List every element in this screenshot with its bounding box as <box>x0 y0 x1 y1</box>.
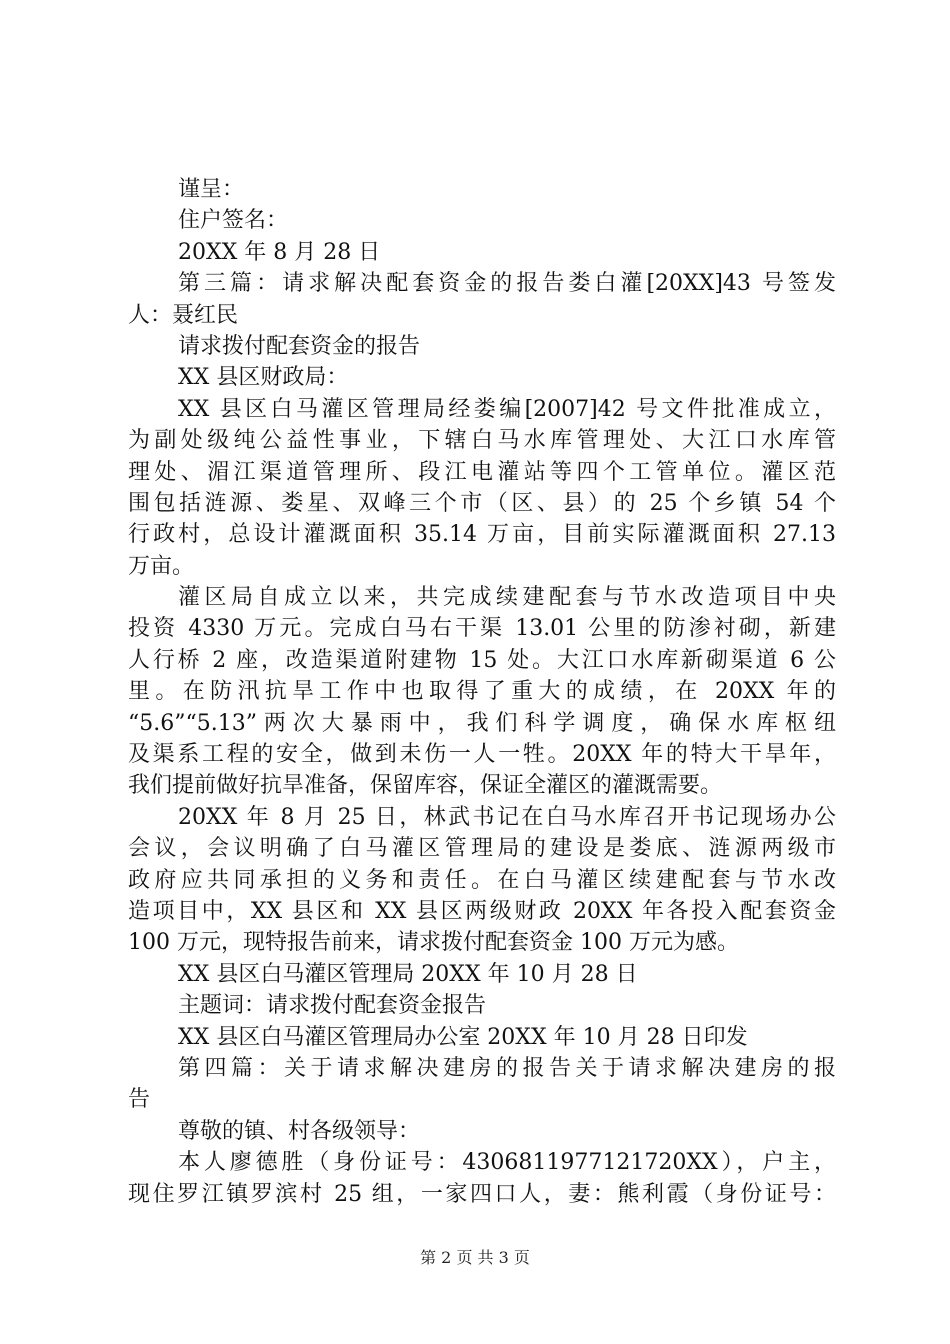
text-line: 为副处级纯公益性事业，下辖白马水库管理处、大江口水库管 <box>128 428 836 454</box>
text-line: 请求拨付配套资金的报告 <box>178 333 421 359</box>
text-line: 理处、湄江渠道管理所、段江电灌站等四个工管单位。灌区范 <box>128 459 836 485</box>
text-line: 住户签名： <box>178 208 289 234</box>
text-line: 100 万元，现特报告前来，请求拨付配套资金 100 万元为感。 <box>128 930 739 956</box>
text-line: 20XX 年 8 月 25 日，林武书记在白马水库召开书记现场办公 <box>178 804 836 830</box>
text-line: XX 县区白马灌区管理局 20XX 年 10 月 28 日 <box>178 961 638 987</box>
text-line: 我们提前做好抗旱准备，保留库容，保证全灌区的灌溉需要。 <box>128 773 723 799</box>
text-line: 政府应共同承担的义务和责任。在白马灌区续建配套与节水改 <box>128 867 836 893</box>
page-footer: 第 2 页 共 3 页 <box>420 1248 530 1267</box>
text-line: 围包括涟源、娄星、双峰三个市（区、县）的 25 个乡镇 54 个 <box>128 490 836 516</box>
text-line: 第三篇：请求解决配套资金的报告娄白灌[20XX]43 号签发 <box>178 271 836 297</box>
document-body <box>128 174 836 1210</box>
text-line: 会议，会议明确了白马灌区管理局的建设是娄底、涟源两级市 <box>128 836 836 862</box>
text-line: 本人廖德胜（身份证号：4306811977121720XX），户主， <box>178 1150 836 1176</box>
text-line: 人：聂红民 <box>128 302 239 328</box>
text-line: 20XX 年 8 月 28 日 <box>178 239 381 265</box>
text-line: 主题词：请求拨付配套资金报告 <box>178 993 487 1019</box>
text-line: 告 <box>128 1087 151 1113</box>
text-line: 里。在防汛抗旱工作中也取得了重大的成绩，在 20XX 年的 <box>128 679 836 705</box>
text-line: 投资 4330 万元。完成白马右干渠 13.01 公里的防渗衬砌，新建 <box>128 616 836 642</box>
text-line: XX 县区白马灌区管理局办公室 20XX 年 10 月 28 日印发 <box>178 1024 748 1050</box>
text-line: 灌区局自成立以来，共完成续建配套与节水改造项目中央 <box>178 585 836 611</box>
text-line: 及渠系工程的安全，做到未伤一人一牲。20XX 年的特大干旱年， <box>128 742 836 768</box>
text-line: 行政村，总设计灌溉面积 35.14 万亩，目前实际灌溉面积 27.13 <box>128 522 836 548</box>
text-line: 现住罗江镇罗滨村 25 组，一家四口人，妻：熊利霞（身份证号： <box>128 1181 836 1207</box>
text-line: 万亩。 <box>128 553 195 579</box>
text-line: 尊敬的镇、村各级领导： <box>178 1118 421 1144</box>
text-line: XX 县区财政局： <box>178 365 349 391</box>
text-line: 人行桥 2 座，改造渠道附建物 15 处。大江口水库新砌渠道 6 公 <box>128 647 836 673</box>
text-line: XX 县区白马灌区管理局经娄编[2007]42 号文件批准成立， <box>178 396 836 422</box>
text-line: “5.6”“5.13”两次大暴雨中，我们科学调度，确保水库枢纽 <box>128 710 836 736</box>
text-line: 谨呈： <box>178 177 245 202</box>
text-line: 造项目中，XX 县区和 XX 县区两级财政 20XX 年各投入配套资金 <box>128 898 836 924</box>
text-line: 第四篇：关于请求解决建房的报告关于请求解决建房的报 <box>178 1055 836 1081</box>
